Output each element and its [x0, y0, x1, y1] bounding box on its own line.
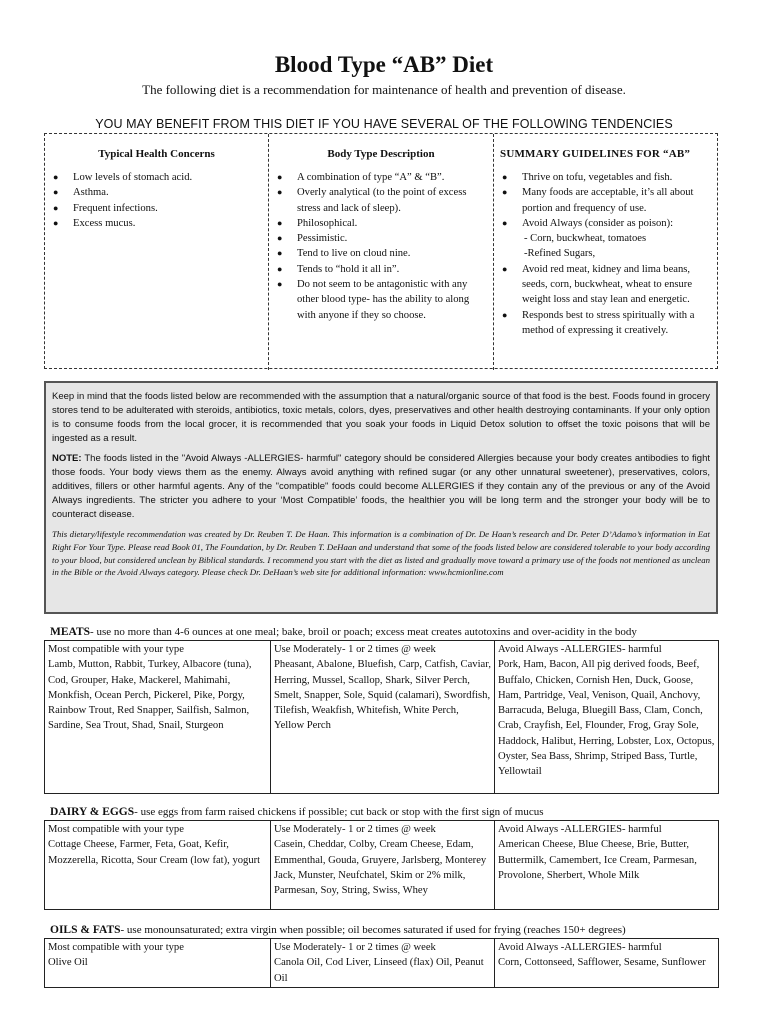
meats-heading: [50, 626, 730, 638]
cell-text: Corn, Cottonseed, Safflower, Sesame, Sunflower: [498, 957, 706, 969]
table-row: [45, 821, 719, 910]
health-concerns-list: [45, 170, 268, 231]
list-item-text: Low levels of stomach acid.: [73, 172, 193, 183]
table-row: [45, 939, 719, 988]
list-item: [51, 201, 262, 216]
list-item: [275, 277, 487, 323]
list-item: [275, 246, 487, 261]
cell-heading: Avoid Always -ALLERGIES- harmful: [498, 942, 662, 953]
bullet-icon: ●: [277, 172, 283, 182]
dairy-heading: [50, 806, 730, 818]
bullet-icon: ●: [53, 202, 59, 213]
note-label: NOTE:: [52, 453, 82, 464]
list-item-text: Do not seem to be antagonistic with any other blood type- has the ability to along with anyone if they so choose.: [297, 279, 470, 321]
list-item-text: Overly analytical (to the point of excess stress and lack of sleep).: [297, 187, 467, 214]
list-item-text: Tend to live on cloud nine.: [297, 248, 411, 260]
bullet-icon: ●: [502, 172, 508, 182]
note-box: [44, 381, 718, 614]
cell-heading: Most compatible with your type: [48, 824, 184, 835]
bullet-icon: ●: [53, 187, 59, 198]
cell-text: Canola Oil, Cod Liver, Linseed (flax) Oil, Peanut Oil: [274, 957, 484, 984]
page-subtitle: The following diet is a recommendation for maintenance of health and prevention of disease.: [142, 82, 626, 97]
compatible-cell: [45, 821, 271, 910]
bullet-icon: ●: [277, 217, 283, 228]
cell-text: Pork, Ham, Bacon, All pig derived foods, Beef, Buffalo, Chicken, Cornish Hen, Duck, Goose, Ham, Partridge, Veal, Venison, Quail, Anchovy, Barracuda, Beluga, Bluegill Bass, Clam, Conch, Crab, Crayfish, Eel, Flounder, Frog, Gray Sole, Haddock, Halibut, Herring, Lobster, Lox, Octopus, Oyster, Sea Bass, Shrimp, Striped Bass, Turtle, Yellowtail: [498, 659, 715, 778]
bullet-icon: ●: [502, 217, 508, 228]
list-item-text: A combination of type “A” & “B”.: [297, 172, 445, 183]
dairy-table: [44, 820, 719, 910]
bullet-icon: ●: [277, 187, 283, 198]
cell-heading: Most compatible with your type: [48, 644, 184, 655]
cell-heading: Most compatible with your type: [48, 942, 184, 953]
moderate-cell: [271, 821, 495, 910]
bullet-icon: ●: [502, 263, 508, 274]
section-label: MEATS: [50, 626, 91, 638]
section-desc: - use no more than 4-6 ounces at one meal; bake, broil or poach; excess meat creates autotoxins and over-acidity in the body: [90, 626, 637, 638]
section-label: OILS & FATS: [50, 924, 121, 936]
note-paragraph-allergies: [52, 452, 710, 522]
cell-heading: Use Moderately- 1 or 2 times @ week: [274, 824, 436, 835]
body-type-heading: Body Type Description: [327, 148, 435, 160]
cell-text: Casein, Cheddar, Colby, Cream Cheese, Edam, Emmenthal, Gouda, Gruyere, Jarlsberg, Monterey Jack, Munster, Neufchatel, Skim or 2% milk, Parmesan, Soy, String, Swiss, Whey: [274, 839, 487, 897]
bullet-icon: ●: [277, 279, 283, 290]
meats-table: [44, 640, 719, 794]
list-item-text: Tends to “hold it all in”.: [297, 263, 400, 275]
list-item: [51, 170, 262, 185]
list-item: [275, 262, 487, 277]
moderate-cell: [271, 641, 495, 794]
list-item-text: Pessimistic.: [297, 233, 348, 245]
bullet-icon: ●: [53, 172, 59, 182]
body-type-column: [269, 134, 494, 370]
list-item-text: Thrive on tofu, vegetables and fish.: [522, 172, 673, 183]
cell-heading: Avoid Always -ALLERGIES- harmful: [498, 644, 662, 655]
avoid-cell: [495, 821, 719, 910]
list-item: [275, 170, 487, 185]
oils-heading: [50, 924, 730, 936]
bullet-icon: ●: [53, 217, 59, 228]
note-text: The foods listed in the "Avoid Always -ALLERGIES- harmful" category should be considered Allergies because your body creates antibodies to fight those foods. Your body views them as the enemy. Always avoid anything with refined sugar (or any other unnatural sweetener), preservatives, colors, additives, fillers or other harmful agents. Any of the "compatible" foods could become ALLERGIES if they contain any of the previous or any of the Avoid Always ingredients. The stricter you adhere to your ‘Most Compatible’ foods, the healthier you will be long term and the stronger your body will be to counteract disease.: [52, 453, 710, 520]
list-item: [500, 262, 713, 308]
summary-guidelines-heading: SUMMARY GUIDELINES FOR “AB”: [500, 148, 691, 160]
list-item: [500, 185, 713, 216]
bullet-icon: ●: [502, 187, 508, 198]
avoid-cell: [495, 939, 719, 988]
note-paragraph: Keep in mind that the foods listed below are recommended with the assumption that a natural/organic source of that food is the best. Foods found in grocery stores tend to be adulterated with steroids, antibiotics, toxic metals, colors, dyes, preservatives and other health destroying contaminants. If your only option is to consume foods from the local grocer, it is recommended that you soak your foods in Liquid Detox solution to offset the toxic poisons that will be ingested as a result.: [52, 391, 710, 444]
cell-heading: Use Moderately- 1 or 2 times @ week: [274, 644, 436, 655]
list-item-text: Asthma.: [73, 187, 109, 199]
cell-text: Olive Oil: [48, 957, 88, 969]
tendencies-box: [44, 133, 718, 369]
body-type-list: [269, 170, 493, 323]
list-item-text: Excess mucus.: [73, 217, 136, 229]
list-item: [500, 308, 713, 339]
cell-heading: Use Moderately- 1 or 2 times @ week: [274, 942, 436, 953]
oils-table: [44, 938, 719, 988]
health-concerns-column: [45, 134, 269, 370]
cell-text: Cottage Cheese, Farmer, Feta, Goat, Kefir, Mozzerella, Ricotta, Sour Cream (low fat), yogurt: [48, 839, 261, 866]
table-row: [45, 641, 719, 794]
cell-heading: Avoid Always -ALLERGIES- harmful: [498, 824, 662, 835]
section-desc: - use eggs from farm raised chickens if possible; cut back or stop with the first sign of mucus: [134, 806, 544, 818]
compatible-cell: [45, 939, 271, 988]
summary-guidelines-list: [494, 170, 719, 338]
page-title: Blood Type “AB” Diet: [274, 52, 494, 77]
summary-guidelines-column: [494, 134, 719, 370]
list-item-text: Many foods are acceptable, it’s all about portion and frequency of use.: [522, 187, 694, 214]
avoid-cell: [495, 641, 719, 794]
list-item-text: Avoid Always (consider as poison):: [522, 217, 674, 229]
section-desc: - use monounsaturated; extra virgin when possible; oil becomes saturated if used for frying (reaches 150+ degrees): [120, 924, 626, 936]
cell-text: Lamb, Mutton, Rabbit, Turkey, Albacore (tuna), Cod, Grouper, Hake, Mackerel, Mahimahi, Monkfish, Ocean Perch, Pickerel, Pike, Porgy, Rainbow Trout, Red Snapper, Sailfish, Salmon, Sardine, Sea Trout, Shad, Snail, Sturgeon: [48, 659, 252, 732]
list-item-text: Responds best to stress spiritually with a method of expressing it creatively.: [522, 309, 695, 336]
list-item: [51, 216, 262, 231]
list-item-text: Philosophical.: [297, 217, 358, 229]
compatible-cell: [45, 641, 271, 794]
bullet-icon: ●: [502, 309, 508, 320]
health-concerns-heading: Typical Health Concerns: [98, 148, 215, 160]
list-item: [275, 231, 487, 246]
list-item: [275, 216, 487, 231]
credit-paragraph: This dietary/lifestyle recommendation was created by Dr. Reuben T. De Haan. This information is a combination of Dr. De Haan’s research and Dr. Peter D’Adamo’s information in Eat Right For Your Type. Please read Book 01, The Foundation, by Dr. Reuben T. DeHaan and understand that some of the foods listed below are considered tolerable to your body according to your blood, but considered unclean by Biblical standards. I recommend you start with the diet as listed and gradually move toward a primary use of the foods not mentioned as unclean in the Bible or the Avoid Always category. Please check Dr. DeHaan’s web site for additional information: www.hcmionline.com: [52, 529, 710, 578]
list-item: [51, 185, 262, 200]
bullet-icon: ●: [277, 233, 283, 244]
avoid-sub-item: -Refined Sugars,: [524, 248, 596, 260]
list-item-text: Frequent infections.: [73, 202, 158, 214]
avoid-sub-item: - Corn, buckwheat, tomatoes: [524, 233, 647, 245]
bullet-icon: ●: [277, 263, 283, 274]
list-item: [275, 185, 487, 216]
cell-text: Pheasant, Abalone, Bluefish, Carp, Catfish, Caviar, Herring, Mussel, Scallop, Shark, Silver Perch, Smelt, Snapper, Sole, Squid (calamari), Swordfish, Tilefish, Weakfish, Whitefish, White Perch, Yellow Perch: [274, 659, 492, 732]
moderate-cell: [271, 939, 495, 988]
section-label: DAIRY & EGGS: [50, 806, 135, 818]
tendencies-heading: YOU MAY BENEFIT FROM THIS DIET IF YOU HAVE SEVERAL OF THE FOLLOWING TENDENCIES: [95, 117, 673, 131]
bullet-icon: ●: [277, 248, 283, 259]
cell-text: American Cheese, Blue Cheese, Brie, Butter, Buttermilk, Camembert, Ice Cream, Parmesan, Provolone, Sherbert, Whole Milk: [498, 839, 697, 881]
list-item: [500, 216, 713, 262]
list-item-text: Avoid red meat, kidney and lima beans, seeds, corn, buckwheat, wheat to ensure weight loss and stay lean and energetic.: [522, 263, 693, 306]
list-item: [500, 170, 713, 185]
